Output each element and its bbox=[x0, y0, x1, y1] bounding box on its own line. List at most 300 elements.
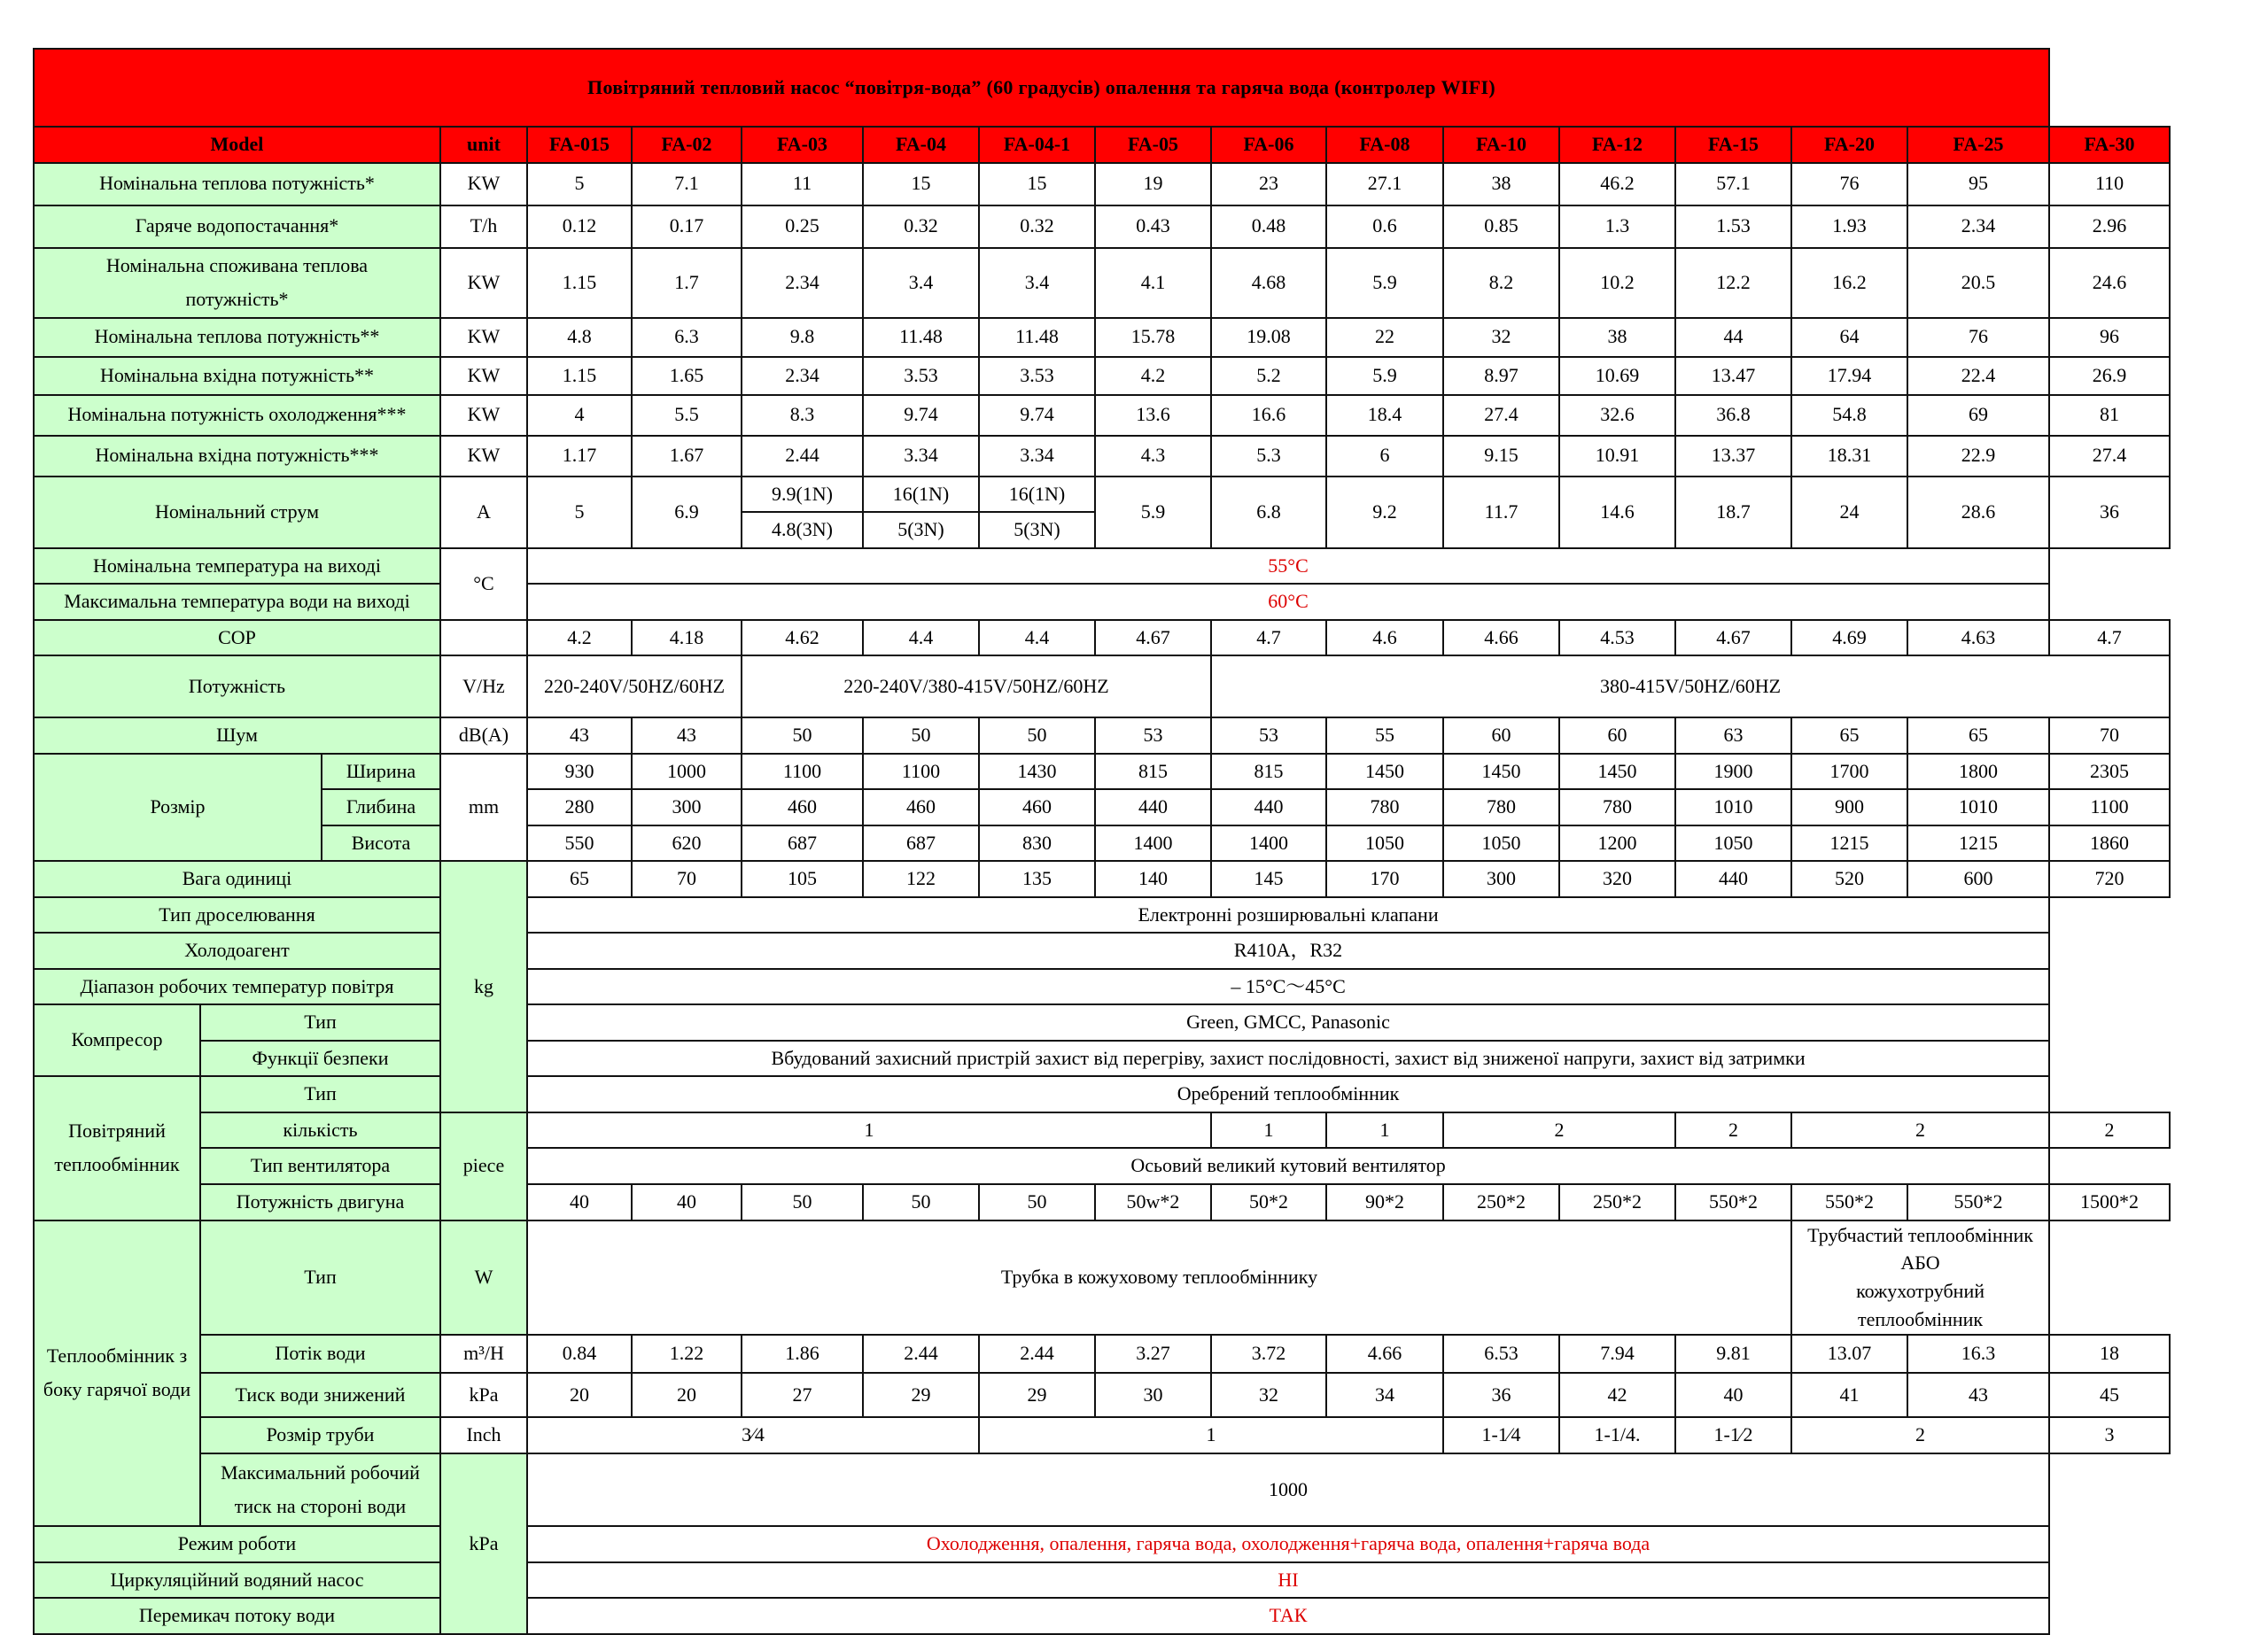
value-cell: 50 bbox=[979, 717, 1095, 754]
value-cell: 440 bbox=[1211, 789, 1326, 825]
row-label bbox=[34, 1076, 200, 1220]
value-cell: 5.9 bbox=[1326, 357, 1443, 395]
value-cell: 29 bbox=[979, 1373, 1095, 1417]
value-cell: 41 bbox=[1791, 1373, 1907, 1417]
value-cell: 780 bbox=[1326, 789, 1443, 825]
value-cell: 27 bbox=[742, 1373, 863, 1417]
value-cell: 22.4 bbox=[1907, 357, 2049, 395]
value-cell: 50w*2 bbox=[1095, 1184, 1211, 1220]
sub-label: Глибина bbox=[322, 789, 440, 825]
row-label: Номінальний струм bbox=[34, 477, 440, 548]
value-cell: 27.4 bbox=[2049, 436, 2170, 477]
row-fan-type bbox=[34, 1148, 2170, 1184]
value-cell: 0.32 bbox=[979, 205, 1095, 248]
value-cell: 8.97 bbox=[1443, 357, 1559, 395]
sub-label: кількість bbox=[200, 1112, 440, 1149]
value-cell: 18.7 bbox=[1675, 477, 1791, 548]
value-cell: 1000 bbox=[632, 754, 742, 790]
value-cell: 1.7 bbox=[632, 248, 742, 318]
value-cell: 1.86 bbox=[742, 1335, 863, 1373]
value-cell: 1.65 bbox=[632, 357, 742, 395]
value-cell: 9.2 bbox=[1326, 477, 1443, 548]
header-model-cell: FA-10 bbox=[1443, 127, 1559, 163]
sub-label: Тип вентилятора bbox=[200, 1148, 440, 1184]
value-cell: 145 bbox=[1211, 861, 1326, 897]
row-label: Номінальна температура на виході bbox=[34, 548, 440, 585]
row-label-line: тиск на стороні води bbox=[234, 1495, 407, 1518]
value-cell: 1900 bbox=[1675, 754, 1791, 790]
row-hot-water bbox=[34, 205, 2170, 248]
value-cell: 4.62 bbox=[742, 620, 863, 656]
merged-value-cell: Green, GMCC, Panasonic bbox=[527, 1004, 2049, 1041]
value-cell: 32.6 bbox=[1559, 395, 1675, 436]
header-model-cell: FA-05 bbox=[1095, 127, 1211, 163]
value-cell: 20.5 bbox=[1907, 248, 2049, 318]
row-outlet-temp bbox=[34, 548, 2170, 585]
row-label-line: Повітряний bbox=[68, 1119, 166, 1142]
value-cell: 170 bbox=[1326, 861, 1443, 897]
value-cell: 620 bbox=[632, 825, 742, 862]
value-cell: 16.2 bbox=[1791, 248, 1907, 318]
merged-value-cell: 2 bbox=[1443, 1112, 1675, 1149]
row-label: Вага одиниці bbox=[34, 861, 440, 897]
value-cell: 10.91 bbox=[1559, 436, 1675, 477]
merged-value-cell: 3⁄4 bbox=[527, 1417, 979, 1453]
value-cell: 122 bbox=[863, 861, 979, 897]
value-cell: 1050 bbox=[1675, 825, 1791, 862]
row-unit: dB(A) bbox=[440, 717, 527, 754]
value-cell: 27.1 bbox=[1326, 163, 1443, 205]
value-cell: 3.4 bbox=[979, 248, 1095, 318]
row-label-line: теплообмінник bbox=[54, 1153, 180, 1176]
header-model-cell: FA-15 bbox=[1675, 127, 1791, 163]
row-unit: KW bbox=[440, 248, 527, 318]
merged-value-cell bbox=[1791, 1220, 2049, 1336]
value-cell: 42 bbox=[1559, 1373, 1675, 1417]
row-label: Максимальна температура води на виході bbox=[34, 584, 440, 620]
value-cell: 5.3 bbox=[1211, 436, 1326, 477]
value-cell: 57.1 bbox=[1675, 163, 1791, 205]
value-cell: 50 bbox=[742, 717, 863, 754]
value-cell: 780 bbox=[1559, 789, 1675, 825]
value-cell: 600 bbox=[1907, 861, 2049, 897]
row-unit: KW bbox=[440, 357, 527, 395]
merged-value-cell: 1 bbox=[527, 1112, 1211, 1149]
value-cell: 1100 bbox=[863, 754, 979, 790]
row-cop bbox=[34, 620, 2170, 656]
value-cell: 2.34 bbox=[742, 357, 863, 395]
value-cell: 7.94 bbox=[1559, 1335, 1675, 1373]
value-cell: 6.9 bbox=[632, 477, 742, 548]
value-cell: 50*2 bbox=[1211, 1184, 1326, 1220]
value-cell: 38 bbox=[1443, 163, 1559, 205]
value-cell: 1.67 bbox=[632, 436, 742, 477]
sub-label: Ширина bbox=[322, 754, 440, 790]
row-label: Номінальна вхідна потужність*** bbox=[34, 436, 440, 477]
value-cell: 900 bbox=[1791, 789, 1907, 825]
value-cell: 4.67 bbox=[1095, 620, 1211, 656]
value-cell: 4.69 bbox=[1791, 620, 1907, 656]
value-cell: 9.9(1N) bbox=[742, 477, 863, 513]
value-cell: 110 bbox=[2049, 163, 2170, 205]
header-unit: unit bbox=[440, 127, 527, 163]
value-cell: 43 bbox=[527, 717, 632, 754]
value-cell: 2305 bbox=[2049, 754, 2170, 790]
value-cell: 1 bbox=[1326, 1112, 1443, 1149]
value-cell: 5(3N) bbox=[979, 512, 1095, 548]
value-cell: 11.7 bbox=[1443, 477, 1559, 548]
value-cell: 70 bbox=[2049, 717, 2170, 754]
row-label bbox=[34, 1220, 200, 1527]
value-cell: 2 bbox=[2049, 1112, 2170, 1149]
value-cell: 1700 bbox=[1791, 754, 1907, 790]
value-cell: 16(1N) bbox=[863, 477, 979, 513]
row-unit bbox=[440, 620, 527, 656]
value-cell: 12.2 bbox=[1675, 248, 1791, 318]
value-cell: 1 bbox=[1211, 1112, 1326, 1149]
value-cell: 16.3 bbox=[1907, 1335, 2049, 1373]
value-cell: 63 bbox=[1675, 717, 1791, 754]
merged-value-cell: 380-415V/50HZ/60HZ bbox=[1211, 655, 2170, 717]
value-cell: 46.2 bbox=[1559, 163, 1675, 205]
row-unit: A bbox=[440, 477, 527, 548]
value-cell: 43 bbox=[1907, 1373, 2049, 1417]
value-cell: 815 bbox=[1095, 754, 1211, 790]
value-cell: 1-1/4. bbox=[1559, 1417, 1675, 1453]
sub-label: Тип bbox=[200, 1004, 440, 1041]
cell-line: Трубчастий теплообмінник АБО bbox=[1807, 1223, 2033, 1275]
row-label: Номінальна теплова потужність* bbox=[34, 163, 440, 205]
value-cell: 24 bbox=[1791, 477, 1907, 548]
value-cell: 4.66 bbox=[1443, 620, 1559, 656]
value-cell: 65 bbox=[1791, 717, 1907, 754]
value-cell: 44 bbox=[1675, 318, 1791, 357]
value-cell: 7.1 bbox=[632, 163, 742, 205]
value-cell: 1.93 bbox=[1791, 205, 1907, 248]
value-cell: 64 bbox=[1791, 318, 1907, 357]
value-cell: 4 bbox=[527, 395, 632, 436]
value-cell: 550*2 bbox=[1791, 1184, 1907, 1220]
header-model-cell: FA-12 bbox=[1559, 127, 1675, 163]
value-cell: 27.4 bbox=[1443, 395, 1559, 436]
merged-value-cell: 220-240V/50HZ/60HZ bbox=[527, 655, 742, 717]
merged-value-cell: 1 bbox=[979, 1417, 1443, 1453]
row-label: Номінальна теплова потужність** bbox=[34, 318, 440, 357]
value-cell: 1500*2 bbox=[2049, 1184, 2170, 1220]
merged-value-cell: НІ bbox=[527, 1562, 2049, 1599]
row-label: COP bbox=[34, 620, 440, 656]
value-cell: 29 bbox=[863, 1373, 979, 1417]
value-cell: 6.8 bbox=[1211, 477, 1326, 548]
value-cell: 2.44 bbox=[863, 1335, 979, 1373]
value-cell: 440 bbox=[1675, 861, 1791, 897]
value-cell: 520 bbox=[1791, 861, 1907, 897]
header-model-cell: FA-03 bbox=[742, 127, 863, 163]
value-cell: 1.3 bbox=[1559, 205, 1675, 248]
row-label: Холодоагент bbox=[34, 933, 440, 969]
sub-label bbox=[200, 1453, 440, 1526]
value-cell: 1450 bbox=[1443, 754, 1559, 790]
value-cell: 65 bbox=[1907, 717, 2049, 754]
value-cell: 3.34 bbox=[863, 436, 979, 477]
value-cell: 53 bbox=[1211, 717, 1326, 754]
value-cell: 15.78 bbox=[1095, 318, 1211, 357]
sub-label: Тиск води знижений bbox=[200, 1373, 440, 1417]
value-cell: 4.67 bbox=[1675, 620, 1791, 656]
value-cell: 815 bbox=[1211, 754, 1326, 790]
row-input-power-3 bbox=[34, 436, 2170, 477]
value-cell: 1100 bbox=[742, 754, 863, 790]
sub-label: Тип bbox=[200, 1220, 440, 1336]
value-cell: 250*2 bbox=[1443, 1184, 1559, 1220]
row-input-power bbox=[34, 248, 2170, 318]
value-cell: 460 bbox=[979, 789, 1095, 825]
value-cell: 1860 bbox=[2049, 825, 2170, 862]
value-cell: 0.84 bbox=[527, 1335, 632, 1373]
value-cell: 4.66 bbox=[1326, 1335, 1443, 1373]
row-label: Номінальна вхідна потужність** bbox=[34, 357, 440, 395]
header-model-cell: FA-015 bbox=[527, 127, 632, 163]
value-cell: 1450 bbox=[1559, 754, 1675, 790]
merged-value-cell: Вбудований захисний пристрій захист від перегріву, захист послідовності, захист від зниженої напруги, захист від затримки bbox=[527, 1041, 2049, 1077]
row-label: Розмір bbox=[34, 754, 322, 862]
value-cell: 4.1 bbox=[1095, 248, 1211, 318]
row-label-line: потужність* bbox=[185, 288, 289, 310]
value-cell: 9.15 bbox=[1443, 436, 1559, 477]
value-cell: 50 bbox=[863, 717, 979, 754]
header-model: Model bbox=[34, 127, 440, 163]
row-unit: piece bbox=[440, 1112, 527, 1220]
row-compressor-safety bbox=[34, 1041, 2170, 1077]
value-cell: 5.9 bbox=[1326, 248, 1443, 318]
row-input-power-2 bbox=[34, 357, 2170, 395]
value-cell: 1-1⁄4 bbox=[1443, 1417, 1559, 1453]
value-cell: 11.48 bbox=[979, 318, 1095, 357]
value-cell: 1200 bbox=[1559, 825, 1675, 862]
row-unit: KW bbox=[440, 318, 527, 357]
row-flow-switch bbox=[34, 1598, 2170, 1634]
value-cell: 9.81 bbox=[1675, 1335, 1791, 1373]
row-circulation-pump bbox=[34, 1562, 2170, 1599]
value-cell: 36 bbox=[1443, 1373, 1559, 1417]
value-cell: 5 bbox=[527, 163, 632, 205]
value-cell: 3.4 bbox=[863, 248, 979, 318]
row-motor-power bbox=[34, 1184, 2170, 1220]
value-cell: 3.72 bbox=[1211, 1335, 1326, 1373]
value-cell: 5 bbox=[527, 477, 632, 548]
value-cell: 0.6 bbox=[1326, 205, 1443, 248]
value-cell: 4.4 bbox=[979, 620, 1095, 656]
value-cell: 0.85 bbox=[1443, 205, 1559, 248]
value-cell: 45 bbox=[2049, 1373, 2170, 1417]
value-cell: 5.5 bbox=[632, 395, 742, 436]
value-cell: 1800 bbox=[1907, 754, 2049, 790]
value-cell: 687 bbox=[742, 825, 863, 862]
value-cell: 2.34 bbox=[1907, 205, 2049, 248]
value-cell: 76 bbox=[1907, 318, 2049, 357]
value-cell: 830 bbox=[979, 825, 1095, 862]
row-power-supply bbox=[34, 655, 2170, 717]
row-throttle bbox=[34, 897, 2170, 934]
value-cell: 3.34 bbox=[979, 436, 1095, 477]
value-cell: 96 bbox=[2049, 318, 2170, 357]
row-unit: kg bbox=[440, 861, 527, 1112]
value-cell: 38 bbox=[1559, 318, 1675, 357]
row-unit: V/Hz bbox=[440, 655, 527, 717]
value-cell: 2.96 bbox=[2049, 205, 2170, 248]
header-model-cell: FA-06 bbox=[1211, 127, 1326, 163]
value-cell: 9.74 bbox=[979, 395, 1095, 436]
value-cell: 1.17 bbox=[527, 436, 632, 477]
value-cell: 5.9 bbox=[1095, 477, 1211, 548]
value-cell: 4.8(3N) bbox=[742, 512, 863, 548]
row-unit: kPa bbox=[440, 1453, 527, 1634]
value-cell: 5.2 bbox=[1211, 357, 1326, 395]
header-model-cell: FA-04 bbox=[863, 127, 979, 163]
value-cell: 19.08 bbox=[1211, 318, 1326, 357]
value-cell: 4.2 bbox=[527, 620, 632, 656]
value-cell: 1.15 bbox=[527, 248, 632, 318]
value-cell: 0.43 bbox=[1095, 205, 1211, 248]
value-cell: 1-1⁄2 bbox=[1675, 1417, 1791, 1453]
value-cell: 43 bbox=[632, 717, 742, 754]
row-unit: W bbox=[440, 1220, 527, 1336]
value-cell: 11 bbox=[742, 163, 863, 205]
merged-value-cell: 220-240V/380-415V/50HZ/60HZ bbox=[742, 655, 1211, 717]
row-label-line: Теплообмінник з bbox=[46, 1344, 188, 1367]
value-cell: 2.44 bbox=[979, 1335, 1095, 1373]
value-cell: 140 bbox=[1095, 861, 1211, 897]
value-cell: 320 bbox=[1559, 861, 1675, 897]
row-label bbox=[34, 248, 440, 318]
row-air-range bbox=[34, 969, 2170, 1005]
value-cell: 60 bbox=[1443, 717, 1559, 754]
row-size-depth bbox=[34, 789, 2170, 825]
value-cell: 20 bbox=[527, 1373, 632, 1417]
value-cell: 13.47 bbox=[1675, 357, 1791, 395]
value-cell: 15 bbox=[979, 163, 1095, 205]
value-cell: 1430 bbox=[979, 754, 1095, 790]
header-model-cell: FA-25 bbox=[1907, 127, 2049, 163]
value-cell: 24.6 bbox=[2049, 248, 2170, 318]
value-cell: 105 bbox=[742, 861, 863, 897]
row-current-top bbox=[34, 477, 2170, 513]
value-cell: 6.53 bbox=[1443, 1335, 1559, 1373]
value-cell: 2.34 bbox=[742, 248, 863, 318]
row-max-temp bbox=[34, 584, 2170, 620]
row-water-flow bbox=[34, 1335, 2170, 1373]
header-model-cell: FA-20 bbox=[1791, 127, 1907, 163]
value-cell: 10.69 bbox=[1559, 357, 1675, 395]
value-cell: 4.68 bbox=[1211, 248, 1326, 318]
value-cell: 8.3 bbox=[742, 395, 863, 436]
value-cell: 23 bbox=[1211, 163, 1326, 205]
row-pressure-drop bbox=[34, 1373, 2170, 1417]
row-label: Перемикач потоку води bbox=[34, 1598, 440, 1634]
value-cell: 16.6 bbox=[1211, 395, 1326, 436]
merged-value-cell: Оребрений теплообмінник bbox=[527, 1076, 2049, 1112]
value-cell: 11.48 bbox=[863, 318, 979, 357]
value-cell: 1100 bbox=[2049, 789, 2170, 825]
value-cell: 5(3N) bbox=[863, 512, 979, 548]
row-size-height bbox=[34, 825, 2170, 862]
merged-value-cell: Осьовий великий кутовий вентилятор bbox=[527, 1148, 2049, 1184]
spec-table bbox=[33, 48, 2171, 1635]
row-unit: m³/H bbox=[440, 1335, 527, 1373]
merged-value-cell: R410A，R32 bbox=[527, 933, 2049, 969]
row-operating-mode bbox=[34, 1526, 2170, 1562]
value-cell: 55 bbox=[1326, 717, 1443, 754]
value-cell: 22.9 bbox=[1907, 436, 2049, 477]
value-cell: 13.6 bbox=[1095, 395, 1211, 436]
value-cell: 36.8 bbox=[1675, 395, 1791, 436]
value-cell: 1.22 bbox=[632, 1335, 742, 1373]
row-label: Режим роботи bbox=[34, 1526, 440, 1562]
value-cell: 460 bbox=[863, 789, 979, 825]
value-cell: 6.3 bbox=[632, 318, 742, 357]
row-unit: kPa bbox=[440, 1373, 527, 1417]
value-cell: 4.2 bbox=[1095, 357, 1211, 395]
merged-value-cell: ТАК bbox=[527, 1598, 2049, 1634]
value-cell: 687 bbox=[863, 825, 979, 862]
value-cell: 135 bbox=[979, 861, 1095, 897]
value-cell: 8.2 bbox=[1443, 248, 1559, 318]
row-unit: mm bbox=[440, 754, 527, 862]
value-cell: 1.53 bbox=[1675, 205, 1791, 248]
value-cell: 4.3 bbox=[1095, 436, 1211, 477]
row-unit: KW bbox=[440, 395, 527, 436]
value-cell: 15 bbox=[863, 163, 979, 205]
value-cell: 2.44 bbox=[742, 436, 863, 477]
value-cell: 9.8 bbox=[742, 318, 863, 357]
value-cell: 3.27 bbox=[1095, 1335, 1211, 1373]
value-cell: 28.6 bbox=[1907, 477, 2049, 548]
value-cell: 32 bbox=[1211, 1373, 1326, 1417]
row-noise bbox=[34, 717, 2170, 754]
row-heat-capacity bbox=[34, 163, 2170, 205]
value-cell: 14.6 bbox=[1559, 477, 1675, 548]
value-cell: 0.48 bbox=[1211, 205, 1326, 248]
value-cell: 4.6 bbox=[1326, 620, 1443, 656]
merged-value-cell: Електронні розширювальні клапани bbox=[527, 897, 2049, 934]
value-cell: 4.7 bbox=[1211, 620, 1326, 656]
row-unit: Inch bbox=[440, 1417, 527, 1453]
value-cell: 0.17 bbox=[632, 205, 742, 248]
value-cell: 81 bbox=[2049, 395, 2170, 436]
value-cell: 3.53 bbox=[979, 357, 1095, 395]
value-cell: 300 bbox=[632, 789, 742, 825]
row-label: Гаряче водопостачання* bbox=[34, 205, 440, 248]
value-cell: 1050 bbox=[1326, 825, 1443, 862]
row-label-line: боку гарячої води bbox=[43, 1378, 191, 1401]
header-row bbox=[34, 127, 2170, 163]
merged-value-cell: 2 bbox=[1791, 1417, 2049, 1453]
row-label: Циркуляційний водяний насос bbox=[34, 1562, 440, 1599]
value-cell: 76 bbox=[1791, 163, 1907, 205]
row-air-hx-qty bbox=[34, 1112, 2170, 1149]
header-model-cell: FA-02 bbox=[632, 127, 742, 163]
value-cell: 32 bbox=[1443, 318, 1559, 357]
row-heat-capacity-2 bbox=[34, 318, 2170, 357]
row-unit: °C bbox=[440, 548, 527, 620]
row-unit: T/h bbox=[440, 205, 527, 248]
value-cell: 95 bbox=[1907, 163, 2049, 205]
value-cell: 3 bbox=[2049, 1417, 2170, 1453]
header-model-cell: FA-30 bbox=[2049, 127, 2170, 163]
value-cell: 4.7 bbox=[2049, 620, 2170, 656]
row-refrigerant bbox=[34, 933, 2170, 969]
row-compressor-type bbox=[34, 1004, 2170, 1041]
